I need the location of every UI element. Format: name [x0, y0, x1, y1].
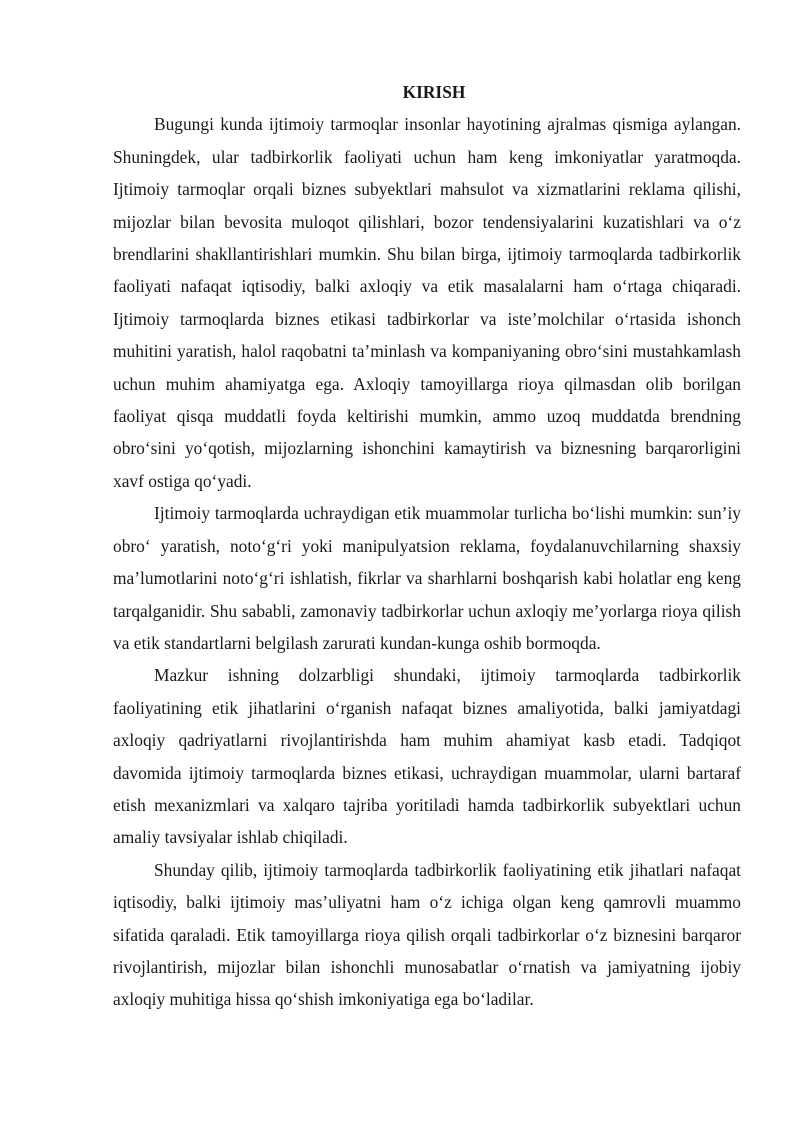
paragraph-intro: Bugungi kunda ijtimoiy tarmoqlar insonlar hayotining ajralmas qismiga aylangan. Shuningdek, ular tadbirkorlik faoliyati uchun ham keng imkoniyatlar yaratmoqda. Ijtimoiy tarmoqlar orqali biznes subyektlari mahsulot va xizmatlarini reklama qilishi, mijozlar bilan bevosita muloqot qilishlari, bozor tendensiyalarini kuzatishlari va o‘z brendlarini shakllantirishlari mumkin. Shu bilan birga, ijtimoiy tarmoqlarda tadbirkorlik faoliyati nafaqat iqtisodiy, balki axloqiy va etik masalalarni ham o‘rtaga chiqaradi. Ijtimoiy tarmoqlarda biznes etikasi tadbirkorlar va iste’molchilar o‘rtasida ishonch muhitini yaratish, halol raqobatni ta’minlash va kompaniyaning obro‘sini mustahkamlash uchun muhim ahamiyatga ega. Axloqiy tamoyillarga rioya qilmasdan olib borilgan faoliyat qisqa muddatli foyda keltirishi mumkin, ammo uzoq muddatda brendning obro‘sini yo‘qotish, mijozlarning ishonchini kamaytirish va biznesning barqarorligini xavf ostiga qo‘yadi. [113, 114, 741, 491]
paragraph-ethical-problems: Ijtimoiy tarmoqlarda uchraydigan etik muammolar turlicha bo‘lishi mumkin: sun’iy obro‘ yaratish, noto‘g‘ri yoki manipulyatsion reklama, foydalanuvchilarning shaxsiy ma’lumotlarini noto‘g‘ri ishlatish, fikrlar va sharhlarni boshqarish kabi holatlar eng keng tarqalganidir. Shu sababli, zamonaviy tadbirkorlar uchun axloqiy me’yorlarga rioya qilish va etik standartlarni belgilash zarurati kundan-kunga oshib bormoqda. [113, 503, 741, 653]
paragraph-relevance: Mazkur ishning dolzarbligi shundaki, ijtimoiy tarmoqlarda tadbirkorlik faoliyatining etik jihatlarini o‘rganish nafaqat biznes amaliyotida, balki jamiyatdagi axloqiy qadriyatlarni rivojlantirishda ham muhim ahamiyat kasb etadi. Tadqiqot davomida ijtimoiy tarmoqlarda biznes etikasi, uchraydigan muammolar, ularni bartaraf etish mexanizmlari va xalqaro tajriba yoritiladi hamda tadbirkorlik subyektlari uchun amaliy tavsiyalar ishlab chiqiladi. [113, 665, 741, 848]
document-title: KIRISH [402, 82, 466, 102]
paragraph-conclusion: Shunday qilib, ijtimoiy tarmoqlarda tadbirkorlik faoliyatining etik jihatlari nafaqat iqtisodiy, balki ijtimoiy mas’uliyatni ham o‘z ichiga olgan keng qamrovli muammo sifatida qaraladi. Etik tamoyillarga rioya qilish orqali tadbirkorlar o‘z biznesini barqaror rivojlantirish, mijozlar bilan ishonchli munosabatlar o‘rnatish va jamiyatning ijobiy axloqiy muhitiga hissa qo‘shish imkoniyatiga ega bo‘ladilar. [113, 859, 741, 1010]
document-page [113, 76, 741, 1016]
